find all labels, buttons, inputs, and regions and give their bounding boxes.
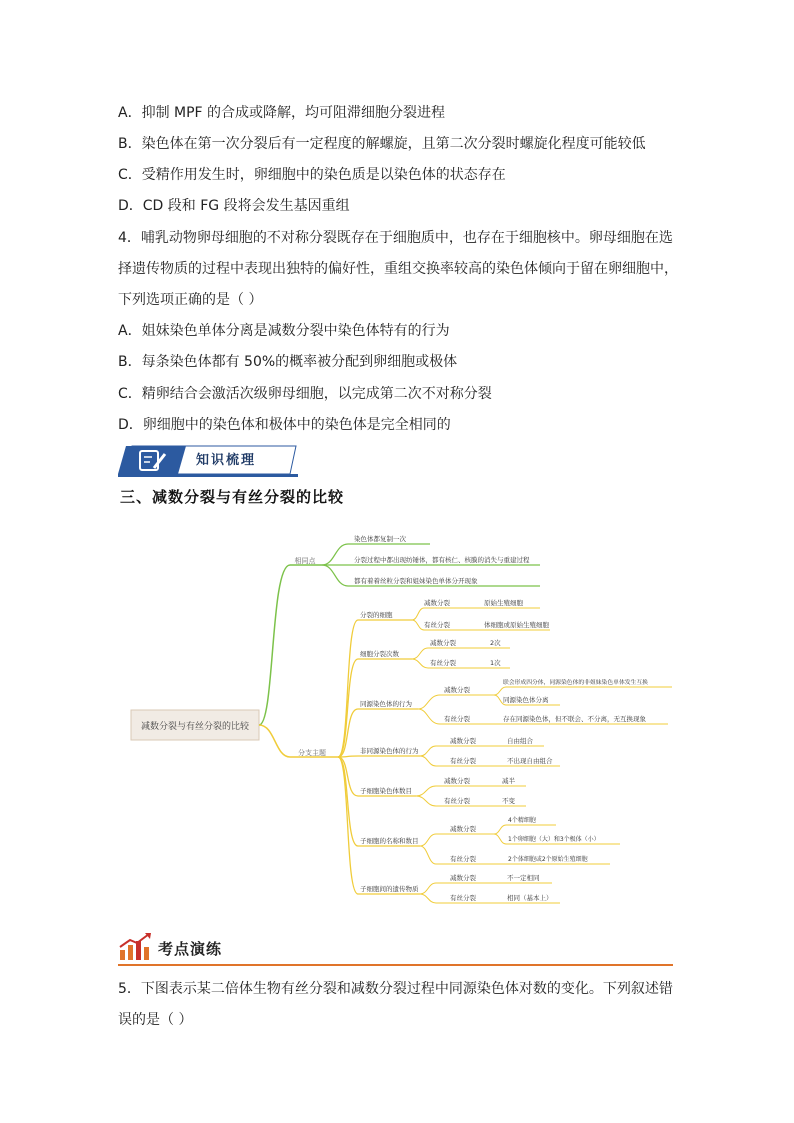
kaodian-title: 考点演练 xyxy=(158,940,223,958)
question-5-line-1: 5．下图表示某二倍体生物有丝分裂和减数分裂过程中同源染色体对数的变化。下列叙述错 xyxy=(118,981,673,997)
same-points-label: 相同点 xyxy=(294,557,316,565)
row-type: 有丝分裂 xyxy=(444,797,470,805)
topic-name: 子细胞的名称和数目 xyxy=(360,837,419,845)
topic-name: 非同源染色体的行为 xyxy=(360,747,419,755)
option-d-q4: D．卵细胞中的染色体和极体中的染色体是完全相同的 xyxy=(118,417,451,433)
row-value: 自由组合 xyxy=(507,737,533,745)
row-value: 不出现自由组合 xyxy=(507,757,553,765)
row-value: 相同（基本上） xyxy=(507,894,553,902)
row-type: 有丝分裂 xyxy=(450,757,476,765)
row-type: 减数分裂 xyxy=(430,639,456,647)
question-4-line-2: 择遗传物质的过程中表现出独特的偏好性，重组交换率较高的染色体倾向于留在卵细胞中， xyxy=(118,261,678,277)
same-item: 分裂过程中都出现纺锤体，都有核仁、核膜的消失与重建过程 xyxy=(354,556,530,564)
option-c-q3: C．受精作用发生时，卵细胞中的染色质是以染色体的状态存在 xyxy=(118,167,506,183)
topic-name: 分裂的细胞 xyxy=(360,611,393,619)
row-value: 体细胞或原始生殖细胞 xyxy=(484,621,549,629)
row-type: 有丝分裂 xyxy=(424,621,450,629)
option-b-q4: B．每条染色体都有 50%的概率被分配到卵细胞或极体 xyxy=(118,354,458,370)
option-a-q4: A．姐妹染色单体分离是减数分裂中染色体特有的行为 xyxy=(118,323,450,339)
option-d-q3: D．CD 段和 FG 段将会发生基因重组 xyxy=(118,198,350,214)
row-value: 1个卵细胞（大）和3个极体（小） xyxy=(508,836,600,843)
option-c-q4: C．精卵结合会激活次级卵母细胞，以完成第二次不对称分裂 xyxy=(118,386,492,402)
row-value: 不一定相同 xyxy=(507,874,540,882)
row-type: 减数分裂 xyxy=(450,825,476,833)
row-value: 1次 xyxy=(490,659,501,667)
same-item: 都有着着丝粒分裂和姐妹染色单体分开现象 xyxy=(354,577,478,585)
row-type: 减数分裂 xyxy=(444,777,470,785)
row-value: 2个体细胞或2个原始生殖细胞 xyxy=(508,856,588,863)
row-type: 有丝分裂 xyxy=(450,894,476,902)
question-5-line-2: 误的是（ ） xyxy=(118,1012,193,1028)
topic-name: 子细胞间的遗传物质 xyxy=(360,885,419,893)
kaodian-divider xyxy=(118,964,673,966)
topic-name: 细胞分裂次数 xyxy=(360,650,399,658)
row-value: 减半 xyxy=(502,777,515,785)
option-a-q3: A．抑制 MPF 的合成或降解，均可阻滞细胞分裂进程 xyxy=(118,105,446,121)
option-b-q3: B．染色体在第一次分裂后有一定程度的解螺旋，且第二次分裂时螺旋化程度可能较低 xyxy=(118,136,646,152)
knowledge-banner-title: 知识梳理 xyxy=(196,453,257,468)
row-value: 原始生殖细胞 xyxy=(484,599,523,607)
mindmap-root-label: 减数分裂与有丝分裂的比较 xyxy=(140,722,250,732)
topic-connectors xyxy=(338,620,420,894)
row-type: 有丝分裂 xyxy=(450,855,476,863)
topic-name: 子细胞染色体数目 xyxy=(360,787,412,795)
row-type: 有丝分裂 xyxy=(444,715,470,723)
row-value: 联会形成四分体，同源染色体的非姐妹染色单体发生互换 xyxy=(503,680,648,686)
question-4-line-1: 4．哺乳动物卵母细胞的不对称分裂既存在于细胞质中，也存在于细胞核中。卵母细胞在选 xyxy=(118,230,673,246)
branch-topic-label: 分支主题 xyxy=(298,749,326,757)
row-value: 同源染色体分离 xyxy=(503,696,549,704)
mindmap-connector-same xyxy=(259,565,322,725)
row-type: 减数分裂 xyxy=(444,686,470,694)
question-4-line-3: 下列选项正确的是（ ） xyxy=(118,292,263,308)
row-value: 2次 xyxy=(490,639,501,647)
row-type: 有丝分裂 xyxy=(430,659,456,667)
topic-name: 同源染色体的行为 xyxy=(360,700,412,708)
section-title: 三、减数分裂与有丝分裂的比较 xyxy=(120,488,345,506)
row-value: 不变 xyxy=(502,797,515,805)
row-value: 存在同源染色体，但不联会、不分离，无互换现象 xyxy=(503,715,646,723)
bar-chart-trend-icon xyxy=(118,932,152,962)
row-type: 减数分裂 xyxy=(424,599,450,607)
same-item: 染色体都复制一次 xyxy=(354,535,406,543)
row-type: 减数分裂 xyxy=(450,737,476,745)
row-type: 减数分裂 xyxy=(450,874,476,882)
row-value: 4个精细胞 xyxy=(508,817,536,824)
